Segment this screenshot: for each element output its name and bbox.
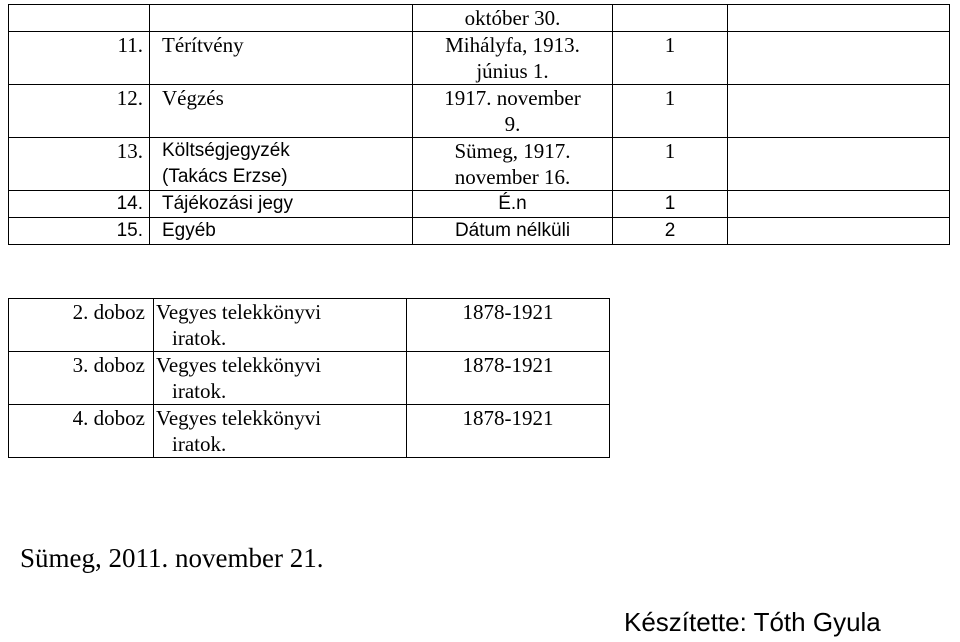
item-date: Dátum nélküli bbox=[413, 218, 613, 245]
box-number: 3. doboz bbox=[9, 352, 154, 405]
item-date: 1917. november 9. bbox=[413, 85, 613, 138]
item-count: 1 bbox=[613, 85, 728, 138]
item-date: Mihályfa, 1913. június 1. bbox=[413, 32, 613, 85]
inventory-table bbox=[8, 4, 950, 245]
item-number bbox=[9, 5, 150, 32]
table-row bbox=[9, 5, 950, 32]
box-description: Vegyes telekkönyvi iratok. bbox=[154, 405, 407, 458]
item-title: Térítvény bbox=[150, 32, 413, 85]
item-title: Végzés bbox=[150, 85, 413, 138]
box-years: 1878-1921 bbox=[407, 405, 610, 458]
item-title bbox=[150, 5, 413, 32]
table-row bbox=[9, 85, 950, 138]
box-description: Vegyes telekkönyvi iratok. bbox=[154, 299, 407, 352]
item-date: É.n bbox=[413, 191, 613, 218]
item-number: 14. bbox=[9, 191, 150, 218]
table-row bbox=[9, 299, 610, 352]
box-number: 2. doboz bbox=[9, 299, 154, 352]
box-description: Vegyes telekkönyvi iratok. bbox=[154, 352, 407, 405]
empty-cell bbox=[728, 85, 950, 138]
empty-cell bbox=[728, 218, 950, 245]
boxes-table bbox=[8, 298, 610, 458]
box-number: 4. doboz bbox=[9, 405, 154, 458]
item-count bbox=[613, 5, 728, 32]
item-number: 13. bbox=[9, 138, 150, 191]
empty-cell bbox=[728, 138, 950, 191]
item-count: 1 bbox=[613, 138, 728, 191]
item-title: Tájékozási jegy bbox=[150, 191, 413, 218]
empty-cell bbox=[728, 5, 950, 32]
item-date: Sümeg, 1917. november 16. bbox=[413, 138, 613, 191]
box-years: 1878-1921 bbox=[407, 352, 610, 405]
empty-cell bbox=[728, 32, 950, 85]
place-and-date: Sümeg, 2011. november 21. bbox=[20, 543, 324, 573]
item-count: 1 bbox=[613, 32, 728, 85]
signature-line: Készítette: Tóth Gyula bbox=[624, 607, 881, 637]
item-count: 1 bbox=[613, 191, 728, 218]
item-date: október 30. bbox=[413, 5, 613, 32]
table-row bbox=[9, 218, 950, 245]
item-number: 15. bbox=[9, 218, 150, 245]
item-title: Költségjegyzék (Takács Erzse) bbox=[150, 138, 413, 191]
table-row bbox=[9, 32, 950, 85]
item-number: 11. bbox=[9, 32, 150, 85]
table-row bbox=[9, 138, 950, 191]
table-row bbox=[9, 405, 610, 458]
item-title: Egyéb bbox=[150, 218, 413, 245]
item-number: 12. bbox=[9, 85, 150, 138]
table-row bbox=[9, 352, 610, 405]
item-count: 2 bbox=[613, 218, 728, 245]
box-years: 1878-1921 bbox=[407, 299, 610, 352]
table-row bbox=[9, 191, 950, 218]
empty-cell bbox=[728, 191, 950, 218]
